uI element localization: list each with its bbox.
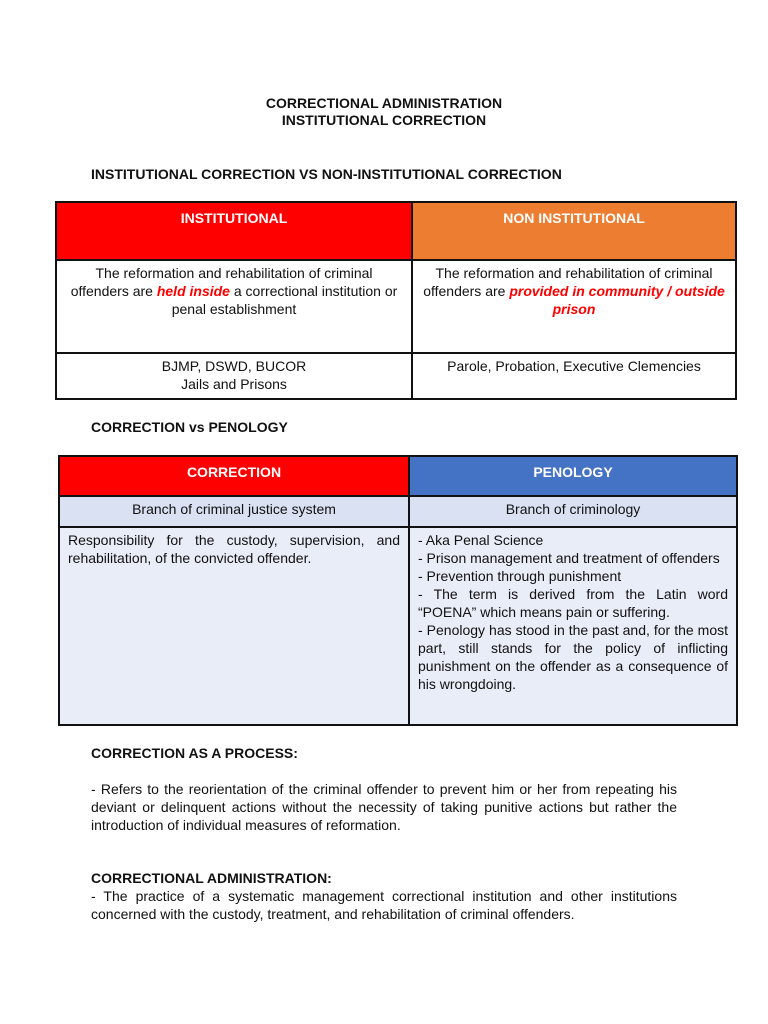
administration-paragraph: - The practice of a systematic management correctional institution and other institutions concerned with the custody, treatment, and rehabilitation of criminal offenders. xyxy=(91,888,677,922)
institutional-table xyxy=(55,201,737,400)
community-emphasis: provided in community / outside prison xyxy=(509,283,725,317)
section-heading-process: CORRECTION AS A PROCESS: xyxy=(91,745,298,761)
institutional-examples: BJMP, DSWD, BUCOR Jails and Prisons xyxy=(56,353,412,399)
penology-header: PENOLOGY xyxy=(409,456,737,496)
section-heading-institutional: INSTITUTIONAL CORRECTION VS NON-INSTITUTIONAL CORRECTION xyxy=(91,166,562,182)
institutional-definition: The reformation and rehabilitation of criminal offenders are held inside a correctional institution or penal establishment xyxy=(56,260,412,353)
penology-branch: Branch of criminology xyxy=(409,496,737,527)
penology-point: - The term is derived from the Latin word “POENA” which means pain or suffering. xyxy=(418,586,728,620)
correction-penology-table xyxy=(58,455,738,726)
non-institutional-definition: The reformation and rehabilitation of criminal offenders are provided in community / outside prison xyxy=(412,260,736,353)
section-heading-administration: CORRECTIONAL ADMINISTRATION: xyxy=(91,870,332,886)
correction-description: Responsibility for the custody, supervision, and rehabilitation, of the convicted offender. xyxy=(59,527,409,725)
document-title: CORRECTIONAL ADMINISTRATION xyxy=(265,95,503,111)
institutional-header: INSTITUTIONAL xyxy=(56,202,412,260)
correction-header: CORRECTION xyxy=(59,456,409,496)
correction-branch: Branch of criminal justice system xyxy=(59,496,409,527)
document-subtitle: INSTITUTIONAL CORRECTION xyxy=(281,112,487,128)
section-heading-penology: CORRECTION vs PENOLOGY xyxy=(91,419,288,435)
penology-point: - Aka Penal Science xyxy=(418,532,544,548)
non-institutional-examples: Parole, Probation, Executive Clemencies xyxy=(412,353,736,399)
penology-point: - Penology has stood in the past and, for the most part, still stands for the policy of inflicting punishment on the offender as a consequence of his wrongdoing. xyxy=(418,622,728,692)
held-inside-emphasis: held inside xyxy=(156,283,230,299)
penology-description xyxy=(409,527,737,725)
penology-point: - Prison management and treatment of offenders xyxy=(418,550,720,566)
process-paragraph: - Refers to the reorientation of the criminal offender to prevent him or her from repeating his deviant or delinquent actions without the necessity of taking punitive actions but rather the introduction of individual measures of reformation. xyxy=(91,781,677,833)
penology-point: - Prevention through punishment xyxy=(418,568,622,584)
non-institutional-header: NON INSTITUTIONAL xyxy=(412,202,736,260)
